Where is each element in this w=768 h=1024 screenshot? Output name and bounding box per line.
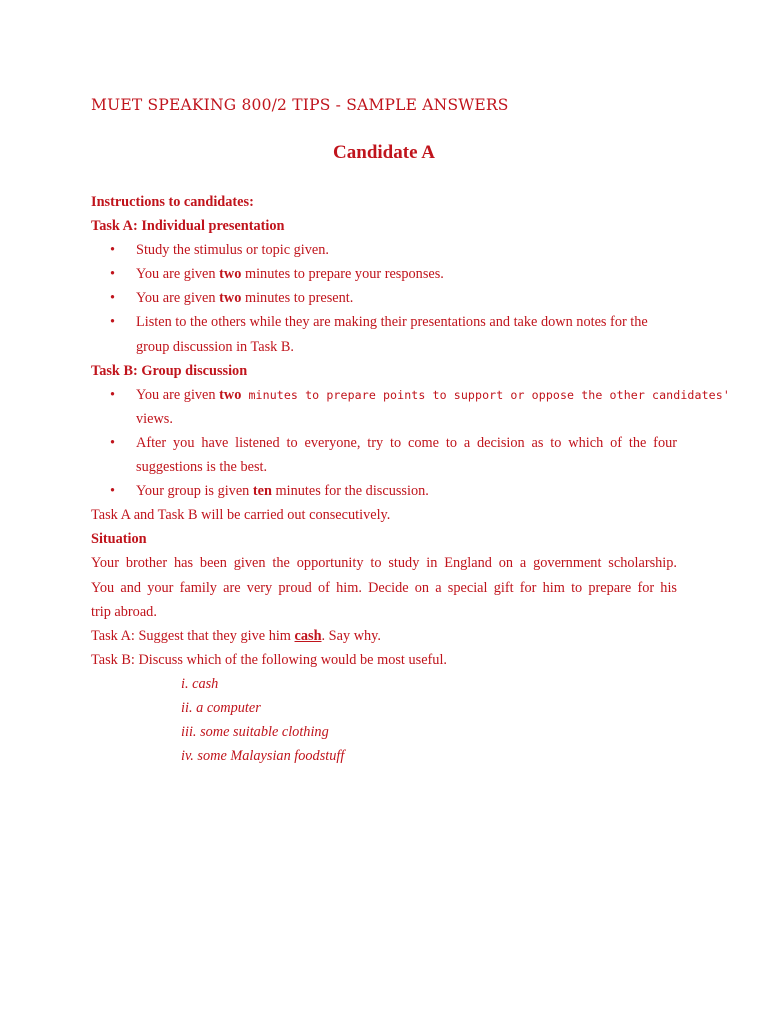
option-item-4: iv. some Malaysian foodstuff [181,748,345,765]
suggestion-text-underlined: cash [294,627,322,644]
candidate-title: Candidate A [333,142,435,163]
bullet-text: Listen to the others while they are making their presentations and take down notes for the [136,314,648,331]
suggestion-text-pre: Task A: Suggest that they give him [91,627,295,644]
bullet-text-bold: two [219,386,242,403]
option-item-3: iii. some suitable clothing [181,724,329,741]
bullet-text-post: minutes to present. [241,290,354,307]
situation-line-2: You and your family are very proud of him. Decide on a special gift for him to prepare for his [91,579,677,596]
option-item-1: i. cash [181,675,219,692]
task-a-heading: Task A: Individual presentation [91,218,285,235]
bullet-icon: • [110,266,116,283]
bullet-icon: • [110,386,116,403]
situation-line-1: Your brother has been given the opportunity to study in England on a government scholarship. [91,555,677,572]
task-a-bullet-4 [91,310,677,334]
bullet-text-bold: two [219,290,242,307]
bullet-icon: • [110,242,116,259]
bullet-icon: • [110,290,116,307]
task-a-bullet-4-continued [91,335,677,359]
task-b-bullet-1-continued [91,407,677,431]
bullet-text-pre: You are given [136,386,220,403]
task-b-heading: Task B: Group discussion [91,362,248,379]
bullet-icon: • [110,483,116,500]
task-b-discussion: Task B: Discuss which of the following would be most useful. [91,651,447,668]
document-body [91,190,730,768]
bullet-text-pre: You are given [136,290,220,307]
bullet-text: Study the stimulus or topic given. [136,242,330,259]
bullet-text-pre: Your group is given [136,483,253,500]
bullet-text: group discussion in Task B. [136,338,294,355]
instructions-heading: Instructions to candidates: [91,194,254,210]
bullet-icon: • [110,314,116,331]
consecutive-note: Task A and Task B will be carried out consecutively. [91,507,391,524]
task-b-bullet-2-continued [91,455,677,479]
bullet-icon: • [110,434,116,451]
situation-line-3: trip abroad. [91,603,157,620]
task-b-bullet-2 [91,431,677,455]
bullet-text-post: minutes to prepare your responses. [241,266,444,283]
bullet-text-bold: ten [252,483,272,500]
task-a-bullet-2 [91,262,677,286]
bullet-text: After you have listened to everyone, try to come to a decision as to which of the four [136,434,677,451]
task-b-bullet-1 [91,383,730,407]
task-a-suggestion [91,624,677,648]
situation-heading: Situation [91,531,147,548]
bullet-text: suggestions is the best. [136,459,268,476]
bullet-text-post: minutes to prepare points to support or oppose the other candidates' [241,387,730,402]
bullet-text-pre: You are given [136,266,220,283]
bullet-text-post: minutes for the discussion. [271,483,429,500]
task-a-bullet-3 [91,286,677,310]
task-b-bullet-3 [91,479,677,503]
option-item-2: ii. a computer [181,699,261,716]
task-a-bullet-1 [91,238,677,262]
bullet-text: views. [136,410,173,427]
document-header: MUET SPEAKING 800/2 TIPS - SAMPLE ANSWERS [91,96,509,114]
bullet-text-bold: two [219,266,242,283]
suggestion-text-post: . Say why. [321,627,381,644]
